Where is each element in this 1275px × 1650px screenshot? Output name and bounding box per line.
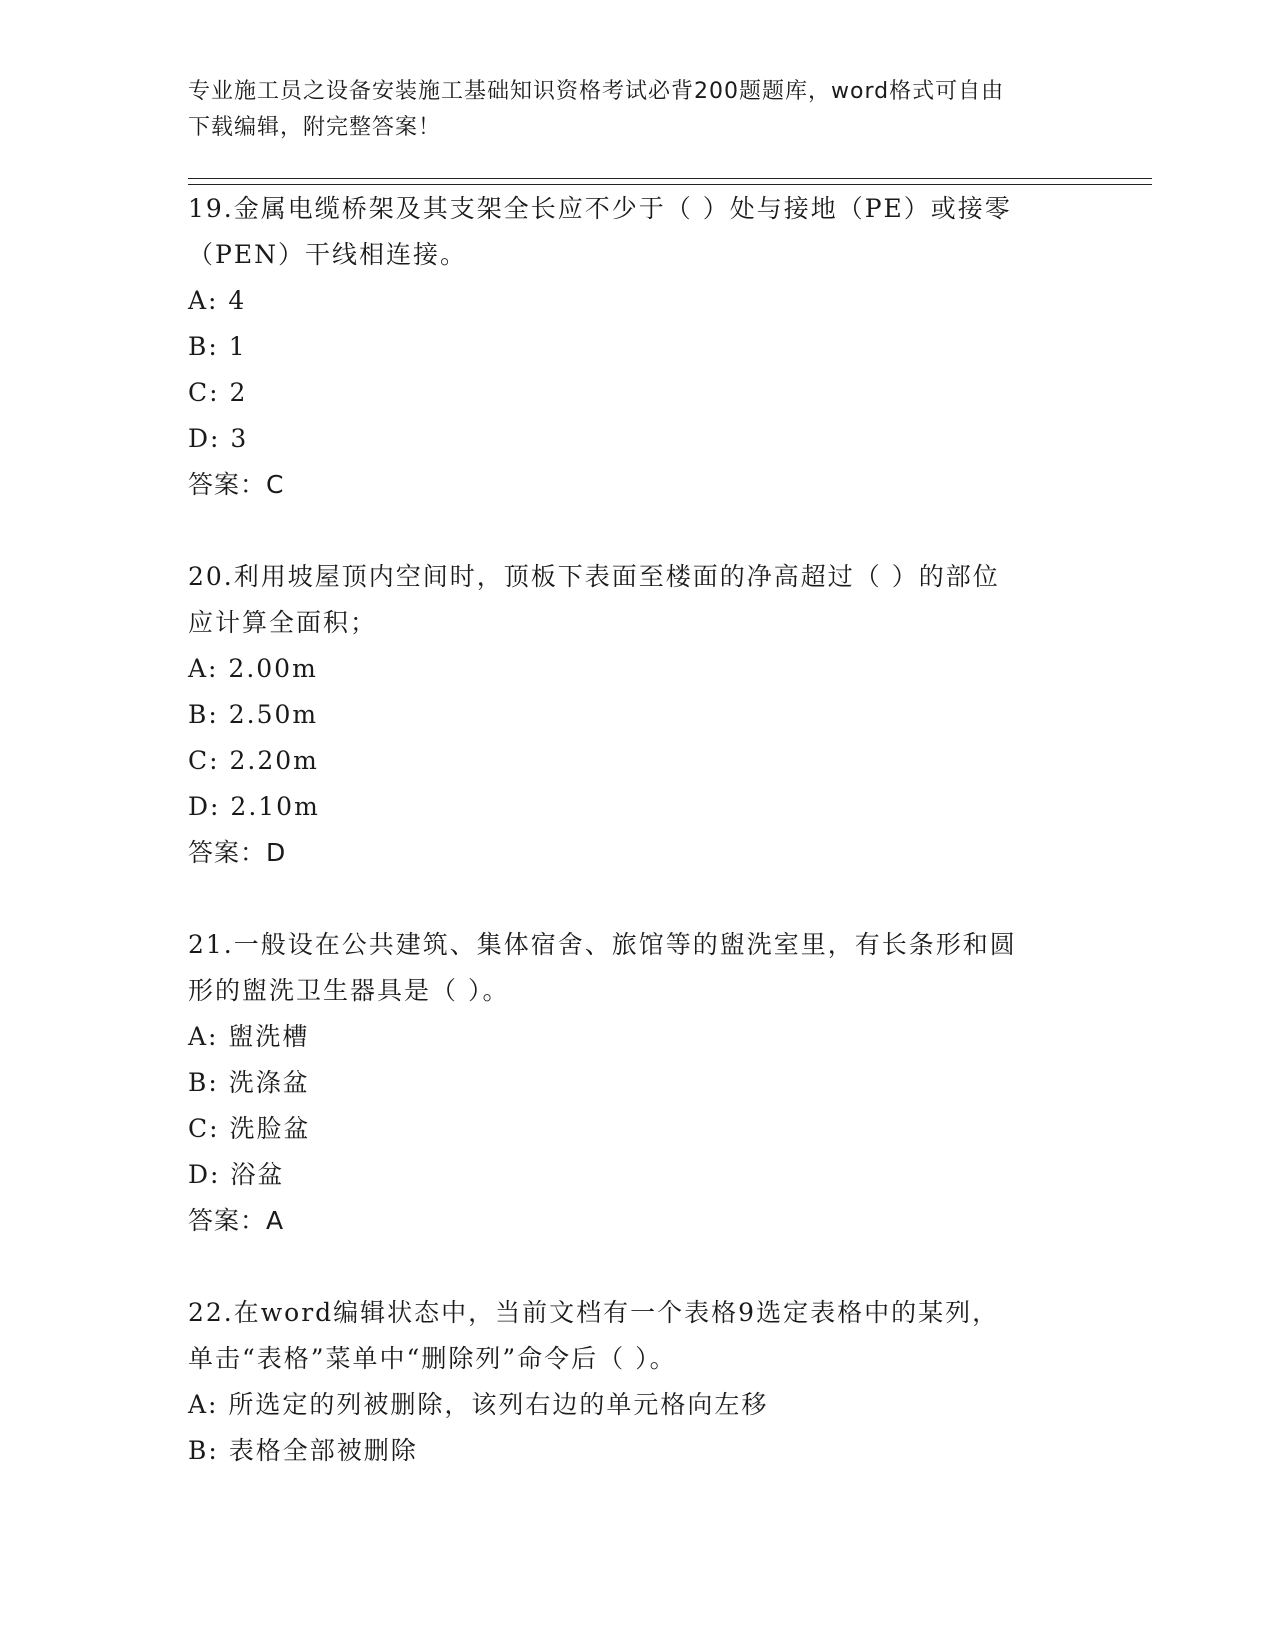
answer: 答案：D	[188, 838, 287, 867]
question-20	[188, 554, 1088, 876]
question-text-line-2: 单击“表格”菜单中“删除列”命令后（ ）。	[188, 1344, 677, 1373]
document-header	[188, 74, 1088, 146]
option-c: C: 洗脸盆	[188, 1114, 311, 1143]
option-b: B: 2.50m	[188, 700, 319, 729]
option-a: A: 盥洗槽	[188, 1022, 310, 1051]
question-text-line-1: 22.在word编辑状态中，当前文档有一个表格9选定表格中的某列，	[188, 1298, 1000, 1327]
header-rule-top	[188, 178, 1152, 179]
option-b: B: 1	[188, 332, 247, 361]
question-text-line-2: （PEN）干线相连接。	[188, 240, 467, 269]
header-line-2: 下载编辑，附完整答案！	[188, 115, 442, 140]
option-d: D: 3	[188, 424, 249, 453]
answer: 答案：C	[188, 470, 285, 499]
question-22	[188, 1290, 1088, 1474]
question-text-line-2: 形的盥洗卫生器具是（ ）。	[188, 976, 510, 1005]
header-rule-bottom	[188, 184, 1152, 185]
option-d: D: 2.10m	[188, 792, 320, 821]
option-a: A: 2.00m	[188, 654, 318, 683]
option-b: B: 表格全部被删除	[188, 1436, 418, 1465]
option-a: A: 所选定的列被删除，该列右边的单元格向左移	[188, 1390, 769, 1419]
option-b: B: 洗涤盆	[188, 1068, 310, 1097]
answer: 答案：A	[188, 1206, 285, 1235]
question-text-line-1: 19.金属电缆桥架及其支架全长应不少于（ ）处与接地（PE）或接零	[188, 194, 1012, 223]
option-d: D: 浴盆	[188, 1160, 285, 1189]
question-list	[188, 186, 1088, 1474]
spacer	[188, 876, 1088, 922]
spacer	[188, 1244, 1088, 1290]
question-text-line-2: 应计算全面积；	[188, 608, 378, 637]
question-21	[188, 922, 1088, 1244]
spacer	[188, 508, 1088, 554]
question-19	[188, 186, 1088, 508]
question-text-line-1: 21.一般设在公共建筑、集体宿舍、旅馆等的盥洗室里，有长条形和圆	[188, 930, 1017, 959]
option-c: C: 2.20m	[188, 746, 319, 775]
header-line-1: 专业施工员之设备安装施工基础知识资格考试必背200题题库，word格式可自由	[188, 79, 1005, 104]
option-c: C: 2	[188, 378, 248, 407]
option-a: A: 4	[188, 286, 247, 315]
question-text-line-1: 20.利用坡屋顶内空间时，顶板下表面至楼面的净高超过（ ）的部位	[188, 562, 1000, 591]
